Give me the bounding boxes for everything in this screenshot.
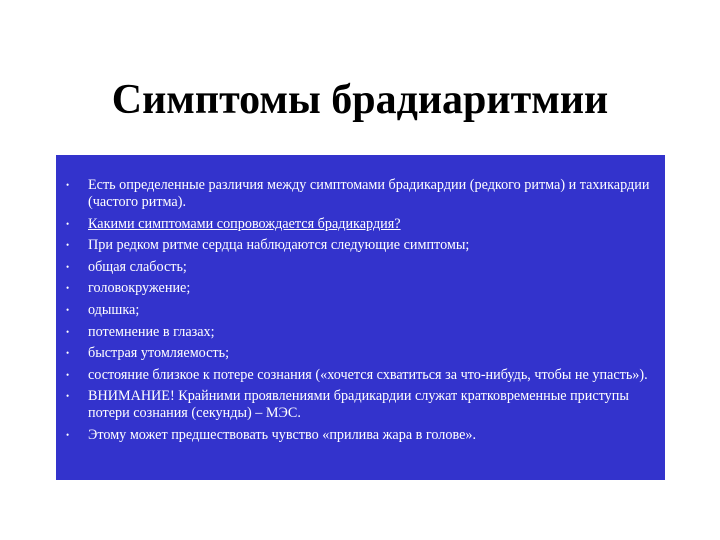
list-item-text: потемнение в глазах; [88, 323, 215, 340]
list-item [66, 367, 653, 384]
list-item-link-text[interactable]: Какими симптомами сопровождается брадикардия? [88, 215, 401, 232]
list-item [66, 427, 653, 444]
content-box [56, 155, 665, 480]
bullet-icon: • [66, 326, 70, 337]
list-item-text: Этому может предшествовать чувство «прилива жара в голове». [88, 426, 477, 443]
bullet-icon: • [66, 429, 70, 440]
bullet-icon: • [66, 180, 70, 190]
bullet-icon: • [66, 369, 70, 380]
list-item-text: Есть определенные различия между симптомами брадикардии (редкого ритма) и тахикардии (частого ритма). [88, 177, 650, 210]
list-item [66, 177, 653, 211]
bullet-icon: • [66, 304, 70, 315]
list-item [66, 216, 653, 233]
bullet-icon: • [66, 348, 70, 359]
list-item-text: При редком ритме сердца наблюдаются следующие симптомы; [88, 237, 470, 254]
list-item [66, 324, 653, 341]
list-item-text: состояние близкое к потере сознания («хочется схватиться за что-нибудь, чтобы не упасть»). [88, 366, 648, 383]
list-item-text: ВНИМАНИЕ! Крайними проявлениями брадикардии служат кратковременные приступы потери сознания (секунды) – МЭС. [88, 388, 629, 422]
list-item-text: общая слабость; [88, 258, 187, 275]
list-item [66, 302, 653, 319]
slide-title: Симптомы брадиаритмии [111, 77, 609, 123]
list-item-text: головокружение; [88, 280, 191, 297]
list-item-text: одышка; [88, 301, 140, 318]
list-item-text: быстрая утомляемость; [88, 345, 230, 362]
list-item [66, 280, 653, 297]
list-item [66, 259, 653, 276]
bullet-icon: • [66, 283, 70, 294]
list-item [66, 237, 653, 254]
list-item [66, 345, 653, 362]
bullet-list [66, 177, 653, 444]
bullet-icon: • [66, 261, 70, 272]
list-item [66, 388, 653, 422]
bullet-icon: • [66, 240, 70, 251]
bullet-icon: • [66, 218, 70, 229]
bullet-icon: • [66, 391, 70, 402]
